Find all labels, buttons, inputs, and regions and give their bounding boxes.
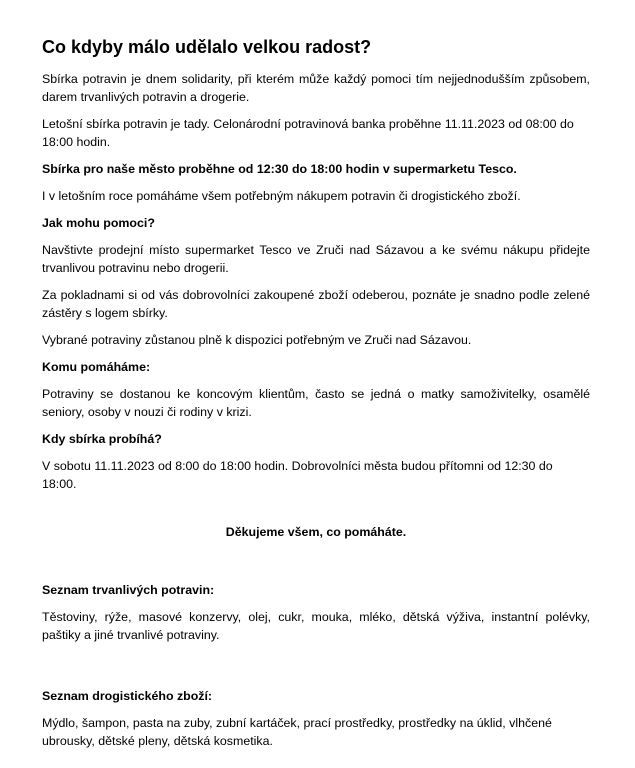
drug-list-heading: Seznam drogistického zboží: bbox=[42, 689, 213, 703]
document-title: Co kdyby málo udělalo velkou radost? bbox=[42, 37, 372, 57]
how-paragraph-1: Navštivte prodejní místo supermarket Tesco ve Zruči nad Sázavou a ke svému nákupu přidejte trvanlivou potravinu nebo drogerii. bbox=[42, 243, 590, 275]
intro-paragraph: Sbírka potravin je dnem solidarity, při kterém může každý pomoci tím nejjednodušším způsobem, darem trvanlivých potravin a drogerie. bbox=[42, 72, 590, 104]
drug-list: Mýdlo, šampon, pasta na zuby, zubní kartáček, prací prostředky, prostředky na úklid, vlhčené ubrousky, dětské pleny, dětská kosmetika. bbox=[42, 716, 552, 748]
help-paragraph: I v letošním roce pomáháme všem potřebným nákupem potravin či drogistického zboží. bbox=[42, 189, 521, 203]
when-heading: Kdy sbírka probíhá? bbox=[42, 432, 162, 446]
how-heading: Jak mohu pomoci? bbox=[42, 216, 155, 230]
food-list: Těstoviny, rýže, masové konzervy, olej, cukr, mouka, mléko, dětská výživa, instantní polévky, paštiky a jiné trvanlivé potraviny. bbox=[42, 610, 590, 642]
how-paragraph-3: Vybrané potraviny zůstanou plně k dispozici potřebným ve Zruči nad Sázavou. bbox=[42, 333, 472, 347]
whom-paragraph: Potraviny se dostanou ke koncovým klientům, často se jedná o matky samoživitelky, osamělé seniory, osoby v nouzi či rodiny v krizi. bbox=[42, 387, 590, 419]
whom-heading: Komu pomáháme: bbox=[42, 360, 151, 374]
when-paragraph: V sobotu 11.11.2023 od 8:00 do 18:00 hodin. Dobrovolníci města budou přítomni od 12:30 do 18:00. bbox=[42, 459, 553, 491]
thanks-line: Děkujeme všem, co pomáháte. bbox=[225, 525, 407, 539]
how-paragraph-2: Za pokladnami si od vás dobrovolníci zakoupené zboží odeberou, poznáte je snadno podle zelené zástěry s logem sbírky. bbox=[42, 288, 590, 320]
food-list-heading: Seznam trvanlivých potravin: bbox=[42, 583, 215, 597]
this-year-paragraph: Letošní sbírka potravin je tady. Celonárodní potravinová banka proběhne 11.11.2023 od 08:00 do 18:00 hodin. bbox=[42, 117, 574, 149]
city-info-paragraph: Sbírka pro naše město proběhne od 12:30 do 18:00 hodin v supermarketu Tesco. bbox=[42, 162, 517, 176]
